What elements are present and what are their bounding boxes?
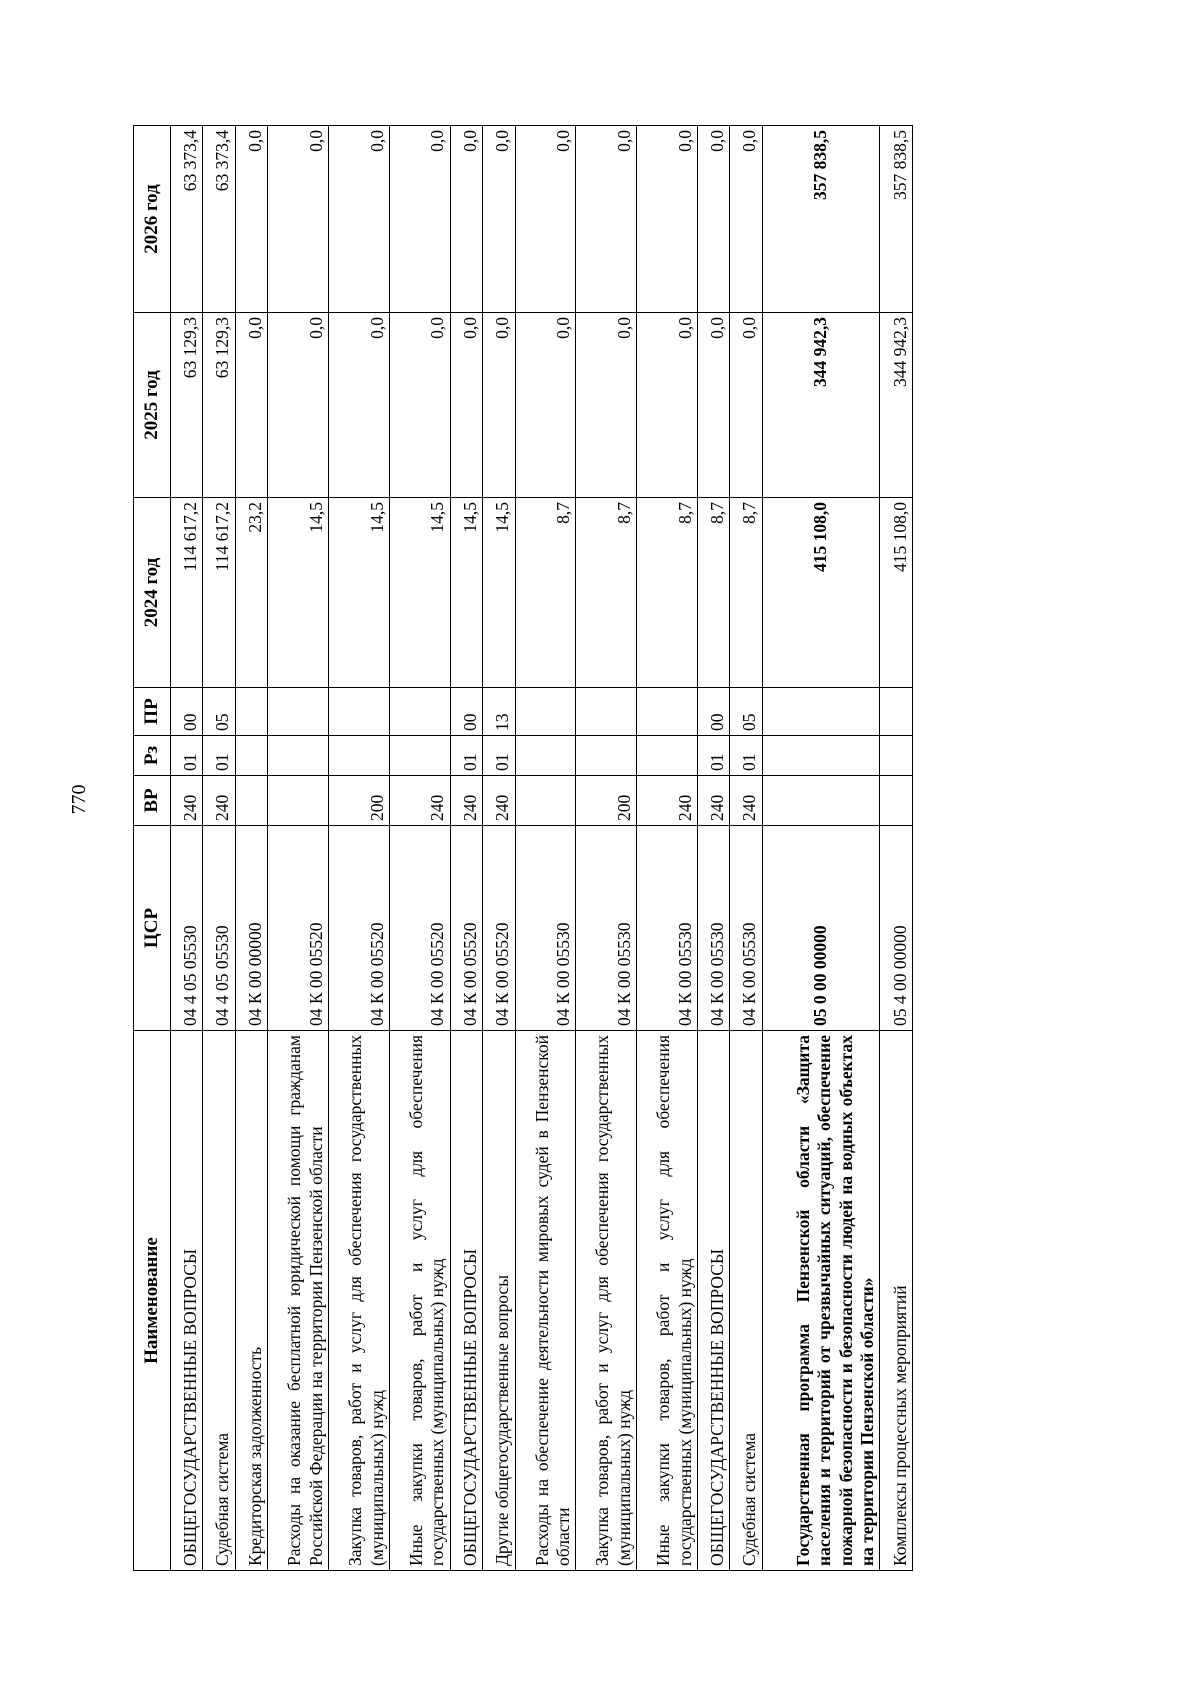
cell-vr	[268, 776, 329, 826]
table-row	[576, 126, 637, 1571]
page-number: 770	[68, 784, 90, 815]
cell-rz	[268, 736, 329, 776]
cell-csr: 04 К 00 05530	[637, 826, 698, 1031]
header-2025: 2025 год	[134, 313, 171, 498]
table-row	[329, 126, 390, 1571]
cell-2024: 14,5	[483, 498, 515, 688]
table-row	[483, 126, 515, 1571]
cell-2026: 63 373,4	[203, 126, 235, 313]
cell-vr: 200	[329, 776, 390, 826]
cell-2025: 0,0	[637, 313, 698, 498]
cell-name: Закупка товаров, работ и услуг для обеспечения государственных (муниципальных) нужд	[329, 1031, 390, 1571]
cell-2026: 63 373,4	[171, 126, 203, 313]
cell-2026: 357 838,5	[762, 126, 880, 313]
cell-pr	[389, 688, 450, 736]
cell-2025: 0,0	[730, 313, 762, 498]
cell-name: Государственная программа Пензенской области «Защита населения и территорий от чрезвычайных ситуаций, обеспечение пожарной безопасности и безопасности людей на водных объектах на территории Пензенской области»	[762, 1031, 880, 1571]
cell-vr: 240	[389, 776, 450, 826]
cell-csr: 04 К 00 05520	[268, 826, 329, 1031]
cell-2025: 344 942,3	[880, 313, 913, 498]
cell-pr: 05	[203, 688, 235, 736]
header-2024: 2024 год	[134, 498, 171, 688]
cell-name: Комплексы процессных мероприятий	[880, 1031, 913, 1571]
cell-name: Судебная система	[203, 1031, 235, 1571]
cell-2026: 0,0	[576, 126, 637, 313]
table-row	[762, 126, 880, 1571]
cell-name: Расходы на оказание бесплатной юридической помощи гражданам Российской Федерации на территории Пензенской области	[268, 1031, 329, 1571]
cell-pr	[235, 688, 267, 736]
cell-vr: 200	[576, 776, 637, 826]
cell-2025: 0,0	[268, 313, 329, 498]
cell-2025: 0,0	[515, 313, 576, 498]
cell-2026: 357 838,5	[880, 126, 913, 313]
table-row	[268, 126, 329, 1571]
cell-vr	[880, 776, 913, 826]
table-row	[515, 126, 576, 1571]
cell-2024: 8,7	[637, 498, 698, 688]
cell-vr	[762, 776, 880, 826]
cell-2025: 0,0	[698, 313, 730, 498]
cell-pr	[880, 688, 913, 736]
cell-2024: 114 617,2	[171, 498, 203, 688]
table-row	[637, 126, 698, 1571]
cell-2024: 14,5	[389, 498, 450, 688]
cell-csr: 04 К 00 05530	[730, 826, 762, 1031]
cell-pr	[329, 688, 390, 736]
cell-csr: 04 К 00 05520	[389, 826, 450, 1031]
cell-2025: 0,0	[235, 313, 267, 498]
cell-2026: 0,0	[235, 126, 267, 313]
cell-vr: 240	[483, 776, 515, 826]
table-body	[171, 126, 913, 1571]
cell-name: Другие общегосударственные вопросы	[483, 1031, 515, 1571]
budget-table-container	[133, 126, 913, 1571]
cell-2026: 0,0	[730, 126, 762, 313]
cell-2024: 8,7	[576, 498, 637, 688]
header-2026: 2026 год	[134, 126, 171, 313]
cell-2026: 0,0	[389, 126, 450, 313]
cell-rz	[515, 736, 576, 776]
cell-2024: 23,2	[235, 498, 267, 688]
cell-rz: 01	[450, 736, 482, 776]
cell-name: ОБЩЕГОСУДАРСТВЕННЫЕ ВОПРОСЫ	[171, 1031, 203, 1571]
cell-2025: 63 129,3	[171, 313, 203, 498]
cell-2024: 8,7	[730, 498, 762, 688]
table-row	[389, 126, 450, 1571]
cell-csr: 04 К 00 05530	[576, 826, 637, 1031]
cell-csr: 04 4 05 05530	[171, 826, 203, 1031]
cell-rz: 01	[203, 736, 235, 776]
cell-pr: 13	[483, 688, 515, 736]
table-row	[730, 126, 762, 1571]
header-csr: ЦСР	[134, 826, 171, 1031]
cell-pr	[268, 688, 329, 736]
cell-rz: 01	[698, 736, 730, 776]
cell-2026: 0,0	[450, 126, 482, 313]
cell-rz	[389, 736, 450, 776]
cell-rz	[235, 736, 267, 776]
cell-2024: 415 108,0	[880, 498, 913, 688]
table-row	[450, 126, 482, 1571]
cell-pr: 05	[730, 688, 762, 736]
cell-2025: 63 129,3	[203, 313, 235, 498]
cell-rz	[762, 736, 880, 776]
cell-csr: 04 К 00 00000	[235, 826, 267, 1031]
cell-2026: 0,0	[698, 126, 730, 313]
cell-csr: 05 0 00 00000	[762, 826, 880, 1031]
table-row	[171, 126, 203, 1571]
cell-2024: 415 108,0	[762, 498, 880, 688]
cell-csr: 04 К 00 05520	[483, 826, 515, 1031]
cell-2024: 14,5	[329, 498, 390, 688]
cell-csr: 04 4 05 05530	[203, 826, 235, 1031]
cell-name: Закупка товаров, работ и услуг для обеспечения государственных (муниципальных) нужд	[576, 1031, 637, 1571]
cell-pr	[637, 688, 698, 736]
cell-2026: 0,0	[515, 126, 576, 313]
cell-rz: 01	[483, 736, 515, 776]
cell-rz	[576, 736, 637, 776]
cell-2025: 0,0	[329, 313, 390, 498]
cell-name: Расходы на обеспечение деятельности мировых судей в Пензенской области	[515, 1031, 576, 1571]
cell-rz: 01	[730, 736, 762, 776]
cell-csr: 04 К 00 05520	[329, 826, 390, 1031]
cell-2025: 344 942,3	[762, 313, 880, 498]
cell-2026: 0,0	[268, 126, 329, 313]
cell-2026: 0,0	[329, 126, 390, 313]
cell-2024: 8,7	[698, 498, 730, 688]
cell-name: Судебная система	[730, 1031, 762, 1571]
cell-vr	[235, 776, 267, 826]
cell-vr: 240	[203, 776, 235, 826]
cell-2025: 0,0	[483, 313, 515, 498]
header-vr: ВР	[134, 776, 171, 826]
cell-csr: 05 4 00 00000	[880, 826, 913, 1031]
table-row	[698, 126, 730, 1571]
cell-name: ОБЩЕГОСУДАРСТВЕННЫЕ ВОПРОСЫ	[450, 1031, 482, 1571]
header-pr: ПР	[134, 688, 171, 736]
cell-csr: 04 К 00 05520	[450, 826, 482, 1031]
cell-vr: 240	[730, 776, 762, 826]
cell-vr: 240	[698, 776, 730, 826]
cell-rz	[880, 736, 913, 776]
cell-pr	[515, 688, 576, 736]
cell-2025: 0,0	[389, 313, 450, 498]
cell-pr: 00	[698, 688, 730, 736]
cell-pr: 00	[171, 688, 203, 736]
cell-rz: 01	[171, 736, 203, 776]
cell-2026: 0,0	[483, 126, 515, 313]
table-header-row	[134, 126, 171, 1571]
cell-vr: 240	[450, 776, 482, 826]
cell-2024: 14,5	[268, 498, 329, 688]
cell-csr: 04 К 00 05530	[515, 826, 576, 1031]
cell-pr: 00	[450, 688, 482, 736]
cell-2024: 14,5	[450, 498, 482, 688]
cell-pr	[576, 688, 637, 736]
table-row	[235, 126, 267, 1571]
cell-name: ОБЩЕГОСУДАРСТВЕННЫЕ ВОПРОСЫ	[698, 1031, 730, 1571]
cell-name: Кредиторская задолженность	[235, 1031, 267, 1571]
cell-pr	[762, 688, 880, 736]
cell-vr: 240	[171, 776, 203, 826]
cell-vr	[515, 776, 576, 826]
cell-name: Иные закупки товаров, работ и услуг для обеспечения государственных (муниципальных) нужд	[637, 1031, 698, 1571]
cell-rz	[329, 736, 390, 776]
cell-2024: 114 617,2	[203, 498, 235, 688]
cell-2024: 8,7	[515, 498, 576, 688]
cell-2025: 0,0	[576, 313, 637, 498]
table-row	[203, 126, 235, 1571]
budget-table	[133, 125, 913, 1571]
cell-name: Иные закупки товаров, работ и услуг для обеспечения государственных (муниципальных) нужд	[389, 1031, 450, 1571]
cell-vr: 240	[637, 776, 698, 826]
cell-2026: 0,0	[637, 126, 698, 313]
cell-rz	[637, 736, 698, 776]
table-row	[880, 126, 913, 1571]
header-name: Наименование	[134, 1031, 171, 1571]
header-rz: Рз	[134, 736, 171, 776]
cell-2025: 0,0	[450, 313, 482, 498]
cell-csr: 04 К 00 05530	[698, 826, 730, 1031]
